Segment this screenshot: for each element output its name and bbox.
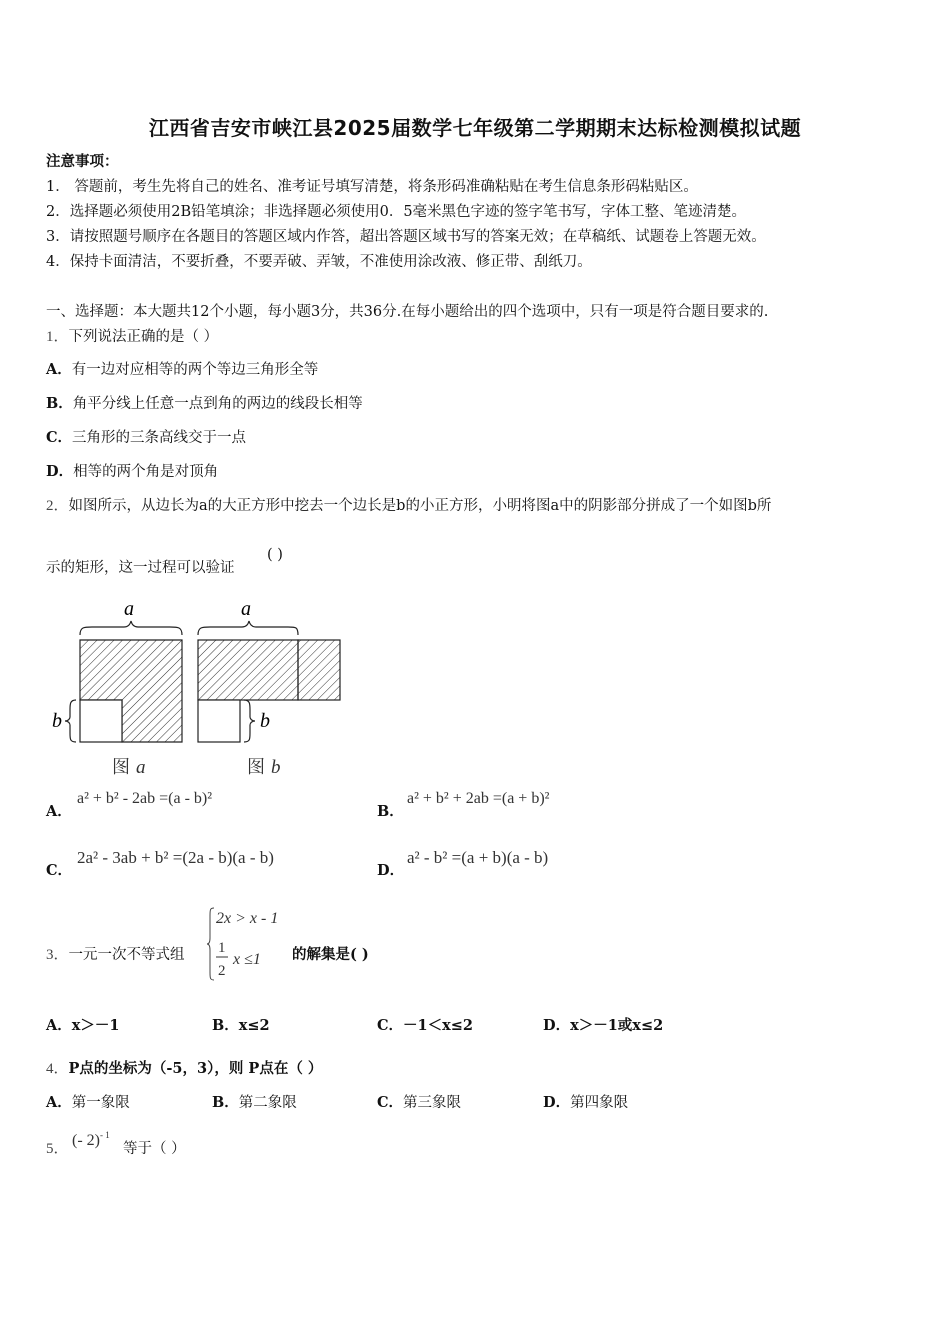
question-number: 3． [46, 947, 69, 963]
option-label: C． [377, 1017, 404, 1034]
option-text: x＞－1 [71, 1017, 120, 1034]
question-3 [46, 946, 185, 964]
option-label[interactable]: B． [377, 803, 404, 820]
question-number: 4． [46, 1061, 69, 1077]
section-heading: 一、选择题：本大题共12个小题，每小题3分，共36分.在每小题给出的四个选项中，只有一项是符合题目要求的. [46, 304, 769, 320]
question-4 [46, 1060, 322, 1078]
question-number: 1． [46, 329, 69, 345]
question-2 [46, 497, 771, 515]
q3-option-b[interactable] [212, 1017, 270, 1035]
option-label: C． [377, 1094, 404, 1111]
option-label: A． [46, 1094, 72, 1111]
brace-b [244, 700, 255, 742]
q1-option-d[interactable] [46, 463, 218, 481]
option-text: 有一边对应相等的两个等边三角形全等 [71, 362, 319, 378]
figure-b [198, 598, 340, 778]
q2-option-d-formula: a² - b² =(a + b)(a - b) [407, 848, 549, 867]
option-label: B． [46, 395, 73, 412]
inequality-1: 2x > x - 1 [216, 910, 279, 927]
option-text: 第三象限 [403, 1095, 462, 1111]
base: (- 2) [72, 1132, 100, 1149]
inequality-system [206, 904, 296, 984]
option-text: x≤2 [238, 1017, 270, 1034]
label-b: b [260, 710, 270, 732]
q1-option-c[interactable] [46, 429, 246, 447]
q3-option-c[interactable] [377, 1017, 473, 1035]
question-stem: 下列说法正确的是（ ） [68, 329, 219, 345]
question-stem-suffix: 的解集是( ) [292, 946, 369, 963]
question-number: 2． [46, 498, 69, 514]
option-label: A． [46, 1017, 72, 1034]
question-2-line2: 示的矩形，这一过程可以验证 [46, 560, 235, 576]
option-label: B． [212, 1017, 239, 1034]
caption-prefix: 图 [247, 757, 265, 777]
square-figure [40, 595, 360, 785]
fraction-numerator: 1 [218, 940, 226, 956]
question-1 [46, 328, 218, 346]
exponent: - 1 [99, 1130, 110, 1140]
label-a: a [124, 598, 134, 620]
notice-item-2: 2．选择题必须使用2B铅笔填涂；非选择题必须使用0．5毫米黑色字迹的签字笔书写，字体工整、笔迹清楚。 [46, 204, 747, 220]
notice-item-1: 1． 答题前，考生先将自己的姓名、准考证号填写清楚，将条形码准确粘贴在考生信息条形码粘贴区。 [46, 179, 698, 195]
q2-option-c-formula: 2a² - 3ab + b² =(2a - b)(a - b) [77, 848, 274, 867]
notice-item-3: 3．请按照题号顺序在各题目的答题区域内作答，超出答题区域书写的答案无效；在草稿纸、试题卷上答题无效。 [46, 229, 766, 245]
option-text: 三角形的三条高线交于一点 [72, 430, 247, 446]
q1-option-b[interactable] [46, 395, 363, 413]
question-number: 5． [46, 1141, 69, 1157]
option-text: 第四象限 [570, 1095, 629, 1111]
option-label: A． [46, 361, 72, 378]
q4-option-a[interactable] [46, 1094, 130, 1112]
brace-a [80, 621, 182, 635]
small-square [198, 700, 240, 742]
option-label[interactable]: C． [46, 862, 73, 879]
option-text: 相等的两个角是对顶角 [73, 464, 219, 480]
q5-expression [72, 1130, 110, 1150]
q2-option-a-formula: a² + b² - 2ab =(a - b)² [77, 790, 213, 807]
q2-option-b-formula: a² + b² + 2ab =(a + b)² [407, 790, 550, 807]
option-label: B． [212, 1094, 239, 1111]
question-stem-prefix: 一元一次不等式组 [68, 947, 185, 963]
q3-option-a[interactable] [46, 1017, 120, 1035]
option-label: C． [46, 429, 73, 446]
option-text: x＞－1或x≤2 [570, 1017, 664, 1034]
option-label: D． [543, 1094, 571, 1111]
q4-option-d[interactable] [543, 1094, 628, 1112]
option-text: 角平分线上任意一点到角的两边的线段长相等 [72, 396, 363, 412]
option-label: D． [543, 1017, 571, 1034]
q3-option-d[interactable] [543, 1017, 663, 1035]
q1-option-a[interactable] [46, 361, 318, 379]
top-rectangle [198, 640, 298, 700]
notice-item-4: 4．保持卡面清洁，不要折叠，不要弄破、弄皱，不准使用涂改液、修正带、刮纸刀。 [46, 254, 592, 270]
option-label[interactable]: A． [46, 803, 72, 820]
label-a: a [241, 598, 251, 620]
caption-b: b [271, 757, 281, 778]
caption-a: a [136, 757, 146, 778]
option-text: 第二象限 [238, 1095, 297, 1111]
fraction-denominator: 2 [218, 963, 226, 979]
small-square [80, 700, 122, 742]
question-stem: P点的坐标为（-5，3），则 P点在（ ） [68, 1060, 323, 1077]
question-5-stem: 等于（ ） [123, 1141, 186, 1157]
option-text: 第一象限 [71, 1095, 130, 1111]
brace-a [198, 621, 298, 635]
option-label[interactable]: D． [377, 862, 405, 879]
figure-a [52, 598, 182, 778]
question-stem-line1: 如图所示，从边长为a的大正方形中挖去一个边长是b的小正方形，小明将图a中的阴影部分拼成了一个如图b所 [68, 498, 772, 514]
q4-option-c[interactable] [377, 1094, 461, 1112]
option-label: D． [46, 463, 74, 480]
label-b: b [52, 710, 62, 732]
page-title: 江西省吉安市峡江县2025届数学七年级第二学期期末达标检测模拟试题 [148, 116, 802, 140]
right-rectangle [298, 640, 340, 700]
question-5-number [46, 1140, 69, 1158]
caption-prefix: 图 [112, 757, 130, 777]
brace-b [65, 700, 76, 742]
answer-paren: ( ) [267, 547, 283, 563]
inequality-2: x ≤1 [233, 951, 261, 968]
option-text: －1＜x≤2 [403, 1017, 474, 1034]
q4-option-b[interactable] [212, 1094, 297, 1112]
notice-heading: 注意事项： [46, 153, 119, 170]
